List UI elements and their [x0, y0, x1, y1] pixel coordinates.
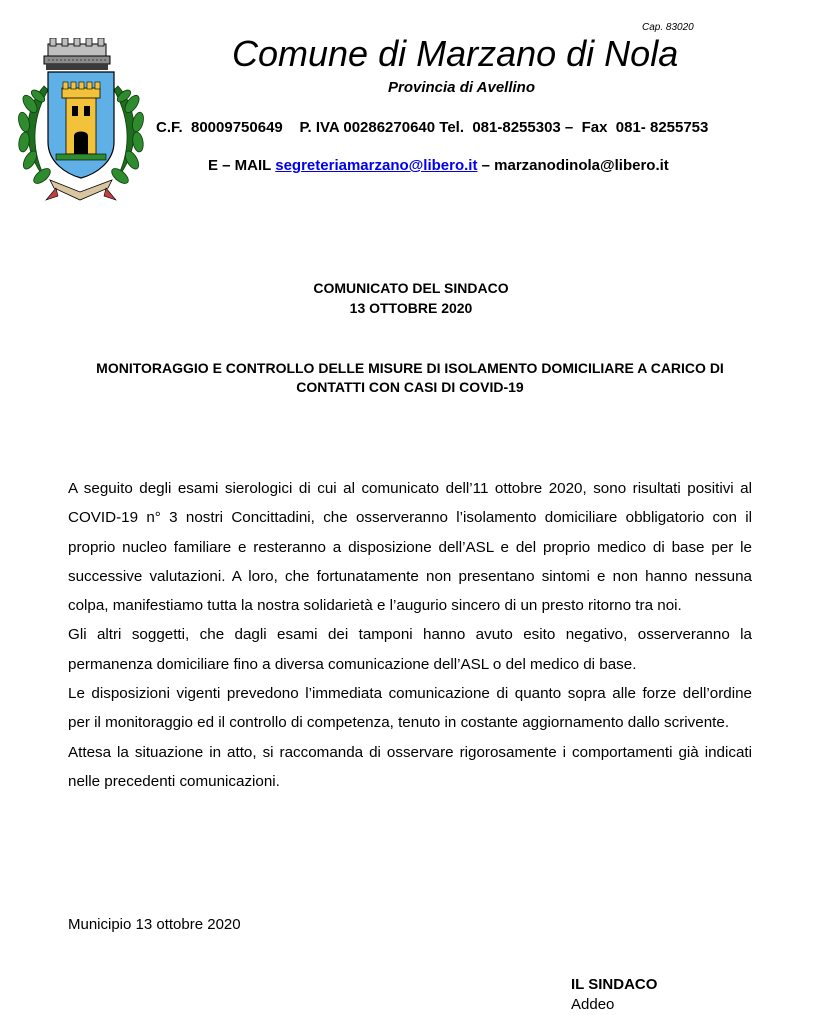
body-paragraph: A seguito degli esami sierologici di cui al comunicato dell’11 ottobre 2020, sono risultati positivi al COVID-19 n° 3 nostri Concittadini, che osserveranno l’isolamento domiciliare obbligatorio con il proprio nucleo familiare e resteranno a disposizione dell’ASL e del proprio medico di base per le successive valutazioni. A loro, che fortunatamente non presentano sintomi e non hanno nessuna colpa, manifestiamo tutta la nostra solidarietà e l’augurio sincero di un presto ritorno tra noi.	[68, 480, 752, 615]
province-name: Provincia di Avellino	[388, 79, 535, 96]
email-label: E – MAIL	[208, 157, 276, 174]
body-paragraph: Le disposizioni vigenti prevedono l’immediata comunicazione di quanto sopra alle forze dell’ordine per il monitoraggio ed il controllo di competenza, tenuto in costante aggiornamento dallo scrivente.	[68, 685, 752, 732]
coat-of-arms-icon	[16, 38, 146, 204]
signatory-title: IL SINDACO	[571, 976, 658, 993]
email-line	[208, 157, 669, 174]
email-separator: –	[477, 157, 495, 174]
signatory-name: Addeo	[571, 996, 615, 1013]
communique-date: 13 OTTOBRE 2020	[349, 300, 473, 316]
crown-icon	[44, 38, 110, 70]
communique-body	[68, 474, 752, 796]
fiscal-contact-line: C.F. 80009750649 P. IVA 00286270640 Tel. 081-8255303 – Fax 081- 8255753	[156, 119, 709, 136]
body-paragraph: Attesa la situazione in atto, si raccomanda di osservare rigorosamente i comportamenti già indicati nelle precedenti comunicazioni.	[68, 743, 752, 790]
body-paragraph: Gli altri soggetti, che dagli esami dei tamponi hanno avuto esito negativo, osserveranno la permanenza domiciliare fino a diversa comunicazione dell’ASL o del medico di base.	[68, 626, 752, 673]
place-and-date: Municipio 13 ottobre 2020	[68, 916, 241, 933]
ribbon-icon	[46, 180, 116, 200]
shield-icon	[48, 72, 114, 178]
email-secondary: marzanodinola@libero.it	[494, 157, 669, 174]
postal-code: Cap. 83020	[642, 22, 694, 33]
communique-title: COMUNICATO DEL SINDACO	[313, 280, 509, 296]
municipality-title: Comune di Marzano di Nola	[232, 33, 679, 74]
communique-subject: MONITORAGGIO E CONTROLLO DELLE MISURE DI ISOLAMENTO DOMICILIARE A CARICO DI CONTATTI CON CASI DI COVID-19	[96, 360, 724, 395]
email-primary-link[interactable]: segreteriamarzano@libero.it	[275, 157, 478, 174]
